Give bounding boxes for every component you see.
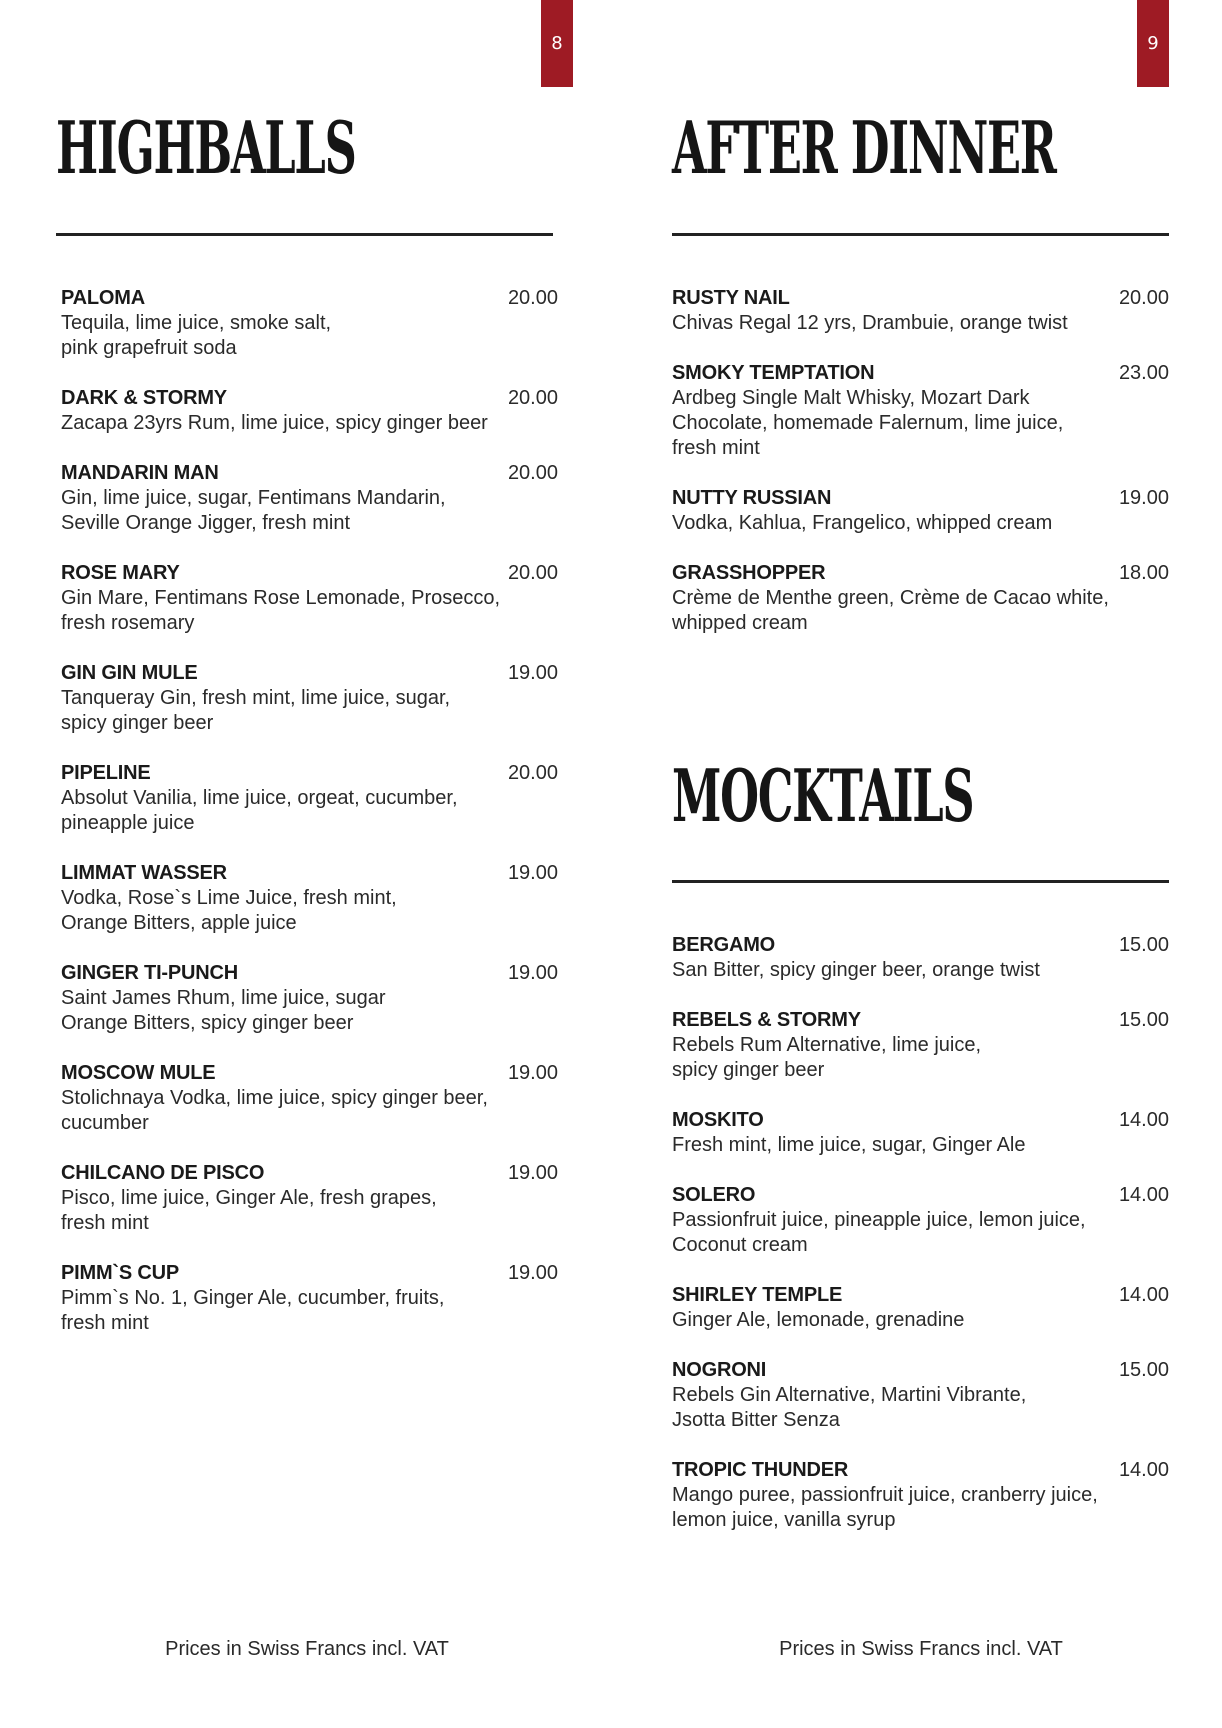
menu-item: [672, 361, 1169, 461]
page-number-tab: [1137, 0, 1169, 87]
menu-item-price: 20.00: [507, 762, 558, 784]
menu-item-name: PALOMA: [61, 287, 145, 309]
menu-item-price: 14.00: [1118, 1284, 1169, 1306]
menu-item-name: PIPELINE: [61, 762, 151, 784]
menu-item-header: [672, 1108, 1169, 1133]
menu-item-description: Vodka, Rose`s Lime Juice, fresh mint, Orange Bitters, apple juice: [61, 887, 397, 934]
menu-item-price: 20.00: [1118, 287, 1169, 309]
menu-item: [61, 761, 558, 836]
menu-item-price: 19.00: [507, 1162, 558, 1184]
menu-item: [672, 1283, 1169, 1333]
menu-item-price: 19.00: [507, 962, 558, 984]
menu-item: [672, 933, 1169, 983]
menu-item-description: Gin, lime juice, sugar, Fentimans Mandarin, Seville Orange Jigger, fresh mint: [61, 487, 446, 534]
menu-item-price: 14.00: [1118, 1109, 1169, 1131]
menu-item: [672, 286, 1169, 336]
menu-item-price: 20.00: [507, 387, 558, 409]
menu-item-price: 14.00: [1118, 1184, 1169, 1206]
menu-item: [61, 561, 558, 636]
menu-item-name: PIMM`S CUP: [61, 1262, 180, 1284]
menu-item-description: Ardbeg Single Malt Whisky, Mozart Dark Chocolate, homemade Falernum, lime juice, fresh mint: [672, 387, 1064, 459]
menu-item-name: RUSTY NAIL: [672, 287, 790, 309]
mocktails-heading: MOCKTAILS: [672, 753, 974, 838]
menu-item: [61, 1061, 558, 1136]
price-note: Prices in Swiss Francs incl. VAT: [779, 1638, 1063, 1660]
menu-item-price: 14.00: [1118, 1459, 1169, 1481]
highballs-list: [61, 286, 558, 1361]
menu-item: [672, 1183, 1169, 1258]
menu-item: [672, 1458, 1169, 1533]
menu-item-name: DARK & STORMY: [61, 387, 227, 409]
menu-item-price: 19.00: [1118, 487, 1169, 509]
menu-item: [61, 386, 558, 436]
menu-item-header: [672, 1008, 1169, 1033]
menu-item: [61, 861, 558, 936]
menu-item-name: MOSCOW MULE: [61, 1062, 216, 1084]
menu-item-header: [61, 286, 558, 311]
menu-item: [672, 1108, 1169, 1158]
menu-item-price: 20.00: [507, 287, 558, 309]
menu-item-name: GIN GIN MULE: [61, 662, 198, 684]
menu-item-header: [61, 386, 558, 411]
menu-item-description: Mango puree, passionfruit juice, cranberry juice, lemon juice, vanilla syrup: [672, 1484, 1098, 1531]
menu-item-description: Rebels Rum Alternative, lime juice, spicy ginger beer: [672, 1034, 982, 1081]
menu-item: [672, 486, 1169, 536]
menu-item-header: [61, 661, 558, 686]
menu-item-header: [672, 486, 1169, 511]
menu-item-header: [672, 361, 1169, 386]
menu-item-header: [61, 1161, 558, 1186]
menu-item-price: 15.00: [1118, 1359, 1169, 1381]
highballs-heading: HIGHBALLS: [56, 105, 356, 190]
menu-item-header: [672, 1458, 1169, 1483]
menu-item-header: [672, 1283, 1169, 1308]
menu-item-header: [61, 1261, 558, 1286]
menu-item-description: Tanqueray Gin, fresh mint, lime juice, sugar, spicy ginger beer: [61, 687, 451, 734]
menu-item: [61, 286, 558, 361]
menu-item-description: Tequila, lime juice, smoke salt, pink grapefruit soda: [61, 312, 332, 359]
menu-item-price: 20.00: [507, 462, 558, 484]
menu-item-name: LIMMAT WASSER: [61, 862, 227, 884]
price-note: Prices in Swiss Francs incl. VAT: [165, 1638, 449, 1660]
page-number-tab: [541, 0, 573, 87]
menu-item: [61, 1161, 558, 1236]
menu-item-name: MOSKITO: [672, 1109, 764, 1131]
menu-item-name: SHIRLEY TEMPLE: [672, 1284, 843, 1306]
menu-item-header: [672, 1358, 1169, 1383]
menu-item-description: Absolut Vanilia, lime juice, orgeat, cucumber, pineapple juice: [61, 787, 458, 834]
menu-item-description: Rebels Gin Alternative, Martini Vibrante, Jsotta Bitter Senza: [672, 1384, 1027, 1431]
menu-item-price: 19.00: [507, 862, 558, 884]
menu-item-header: [61, 461, 558, 486]
heading-divider: [672, 880, 1169, 883]
menu-item: [61, 961, 558, 1036]
menu-item-header: [672, 1183, 1169, 1208]
menu-item-header: [61, 961, 558, 986]
menu-item-header: [672, 933, 1169, 958]
menu-item-price: 19.00: [507, 1262, 558, 1284]
after-dinner-list: [672, 286, 1169, 661]
page-number: 9: [1147, 33, 1159, 54]
page-number: 8: [551, 33, 563, 54]
menu-item-name: SMOKY TEMPTATION: [672, 362, 875, 384]
heading-divider: [672, 233, 1169, 236]
menu-item: [61, 461, 558, 536]
menu-item-name: ROSE MARY: [61, 562, 180, 584]
menu-item-name: SOLERO: [672, 1184, 756, 1206]
menu-item-header: [61, 761, 558, 786]
menu-item-description: Ginger Ale, lemonade, grenadine: [672, 1309, 965, 1331]
menu-item-description: Chivas Regal 12 yrs, Drambuie, orange twist: [672, 312, 1068, 334]
menu-item-header: [672, 561, 1169, 586]
menu-item: [672, 1358, 1169, 1433]
menu-item: [672, 561, 1169, 636]
menu-item-name: GINGER TI-PUNCH: [61, 962, 239, 984]
menu-item: [672, 1008, 1169, 1083]
menu-item-name: NUTTY RUSSIAN: [672, 487, 832, 509]
menu-item-price: 19.00: [507, 662, 558, 684]
menu-item-price: 15.00: [1118, 1009, 1169, 1031]
menu-item-description: Vodka, Kahlua, Frangelico, whipped cream: [672, 512, 1053, 534]
menu-item-price: 19.00: [507, 1062, 558, 1084]
menu-item-description: Pimm`s No. 1, Ginger Ale, cucumber, fruits, fresh mint: [61, 1287, 445, 1334]
menu-item-header: [672, 286, 1169, 311]
menu-item-header: [61, 861, 558, 886]
mocktails-list: [672, 933, 1169, 1558]
menu-item-description: Passionfruit juice, pineapple juice, lemon juice, Coconut cream: [672, 1209, 1086, 1256]
menu-item-description: Fresh mint, lime juice, sugar, Ginger Ale: [672, 1134, 1026, 1156]
menu-item-description: Zacapa 23yrs Rum, lime juice, spicy ginger beer: [61, 412, 488, 434]
menu-item-header: [61, 561, 558, 586]
menu-item-price: 18.00: [1118, 562, 1169, 584]
menu-item: [61, 661, 558, 736]
menu-item-name: GRASSHOPPER: [672, 562, 826, 584]
menu-item-name: CHILCANO DE PISCO: [61, 1162, 265, 1184]
menu-item-name: MANDARIN MAN: [61, 462, 219, 484]
menu-item-name: BERGAMO: [672, 934, 776, 956]
menu-item-description: Crème de Menthe green, Crème de Cacao white, whipped cream: [672, 587, 1109, 634]
menu-item-description: Stolichnaya Vodka, lime juice, spicy ginger beer, cucumber: [61, 1087, 488, 1134]
menu-item-description: Gin Mare, Fentimans Rose Lemonade, Prosecco, fresh rosemary: [61, 587, 501, 634]
menu-item-name: TROPIC THUNDER: [672, 1459, 849, 1481]
menu-item-price: 23.00: [1118, 362, 1169, 384]
menu-item-name: NOGRONI: [672, 1359, 767, 1381]
menu-item-header: [61, 1061, 558, 1086]
after-dinner-heading: AFTER DINNER: [672, 105, 1056, 190]
menu-item-description: San Bitter, spicy ginger beer, orange twist: [672, 959, 1040, 981]
heading-divider: [56, 233, 553, 236]
menu-item: [61, 1261, 558, 1336]
menu-item-price: 15.00: [1118, 934, 1169, 956]
menu-item-price: 20.00: [507, 562, 558, 584]
menu-item-name: REBELS & STORMY: [672, 1009, 861, 1031]
menu-item-description: Pisco, lime juice, Ginger Ale, fresh grapes, fresh mint: [61, 1187, 437, 1234]
menu-item-description: Saint James Rhum, lime juice, sugar Orange Bitters, spicy ginger beer: [61, 987, 386, 1034]
